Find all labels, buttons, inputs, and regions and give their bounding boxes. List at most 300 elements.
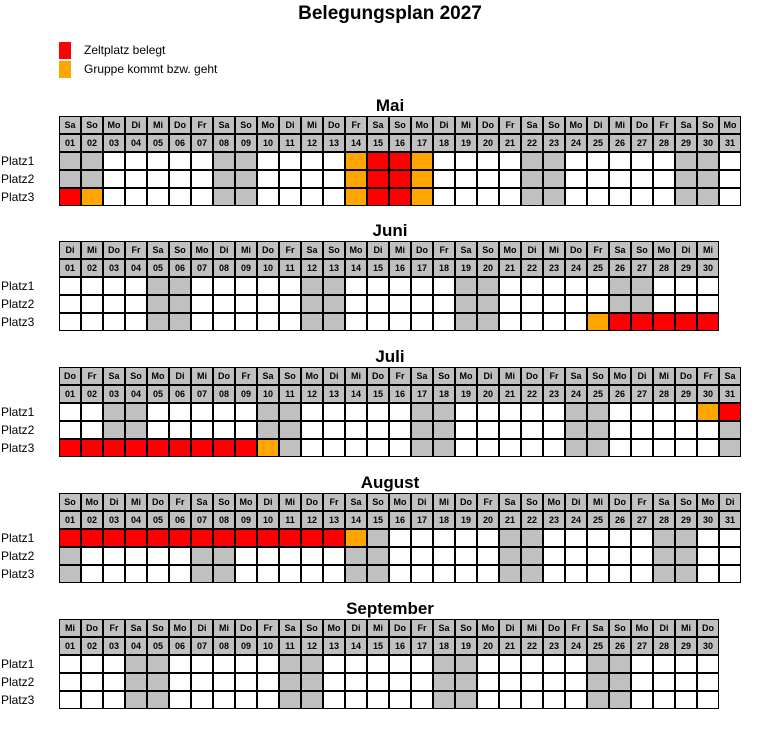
day-cell[interactable] — [609, 403, 631, 421]
day-cell[interactable] — [653, 439, 675, 457]
day-cell[interactable] — [81, 673, 103, 691]
day-cell[interactable] — [213, 655, 235, 673]
day-cell[interactable] — [345, 673, 367, 691]
day-cell[interactable] — [455, 547, 477, 565]
day-cell[interactable] — [147, 655, 169, 673]
occupied-cell[interactable] — [257, 529, 279, 547]
day-cell[interactable] — [609, 547, 631, 565]
day-cell[interactable] — [565, 403, 587, 421]
day-cell[interactable] — [565, 439, 587, 457]
day-cell[interactable] — [697, 565, 719, 583]
day-cell[interactable] — [345, 565, 367, 583]
day-cell[interactable] — [521, 691, 543, 709]
day-cell[interactable] — [323, 170, 345, 188]
day-cell[interactable] — [279, 421, 301, 439]
day-cell[interactable] — [499, 673, 521, 691]
day-cell[interactable] — [411, 691, 433, 709]
day-cell[interactable] — [169, 673, 191, 691]
day-cell[interactable] — [455, 188, 477, 206]
day-cell[interactable] — [543, 439, 565, 457]
day-cell[interactable] — [367, 673, 389, 691]
arrival-departure-cell[interactable] — [411, 188, 433, 206]
day-cell[interactable] — [389, 655, 411, 673]
occupied-cell[interactable] — [653, 313, 675, 331]
day-cell[interactable] — [235, 673, 257, 691]
day-cell[interactable] — [411, 565, 433, 583]
day-cell[interactable] — [59, 170, 81, 188]
day-cell[interactable] — [675, 421, 697, 439]
day-cell[interactable] — [631, 152, 653, 170]
day-cell[interactable] — [631, 170, 653, 188]
day-cell[interactable] — [103, 547, 125, 565]
day-cell[interactable] — [125, 295, 147, 313]
day-cell[interactable] — [191, 295, 213, 313]
day-cell[interactable] — [565, 295, 587, 313]
day-cell[interactable] — [455, 565, 477, 583]
day-cell[interactable] — [477, 403, 499, 421]
day-cell[interactable] — [389, 673, 411, 691]
day-cell[interactable] — [389, 295, 411, 313]
day-cell[interactable] — [345, 421, 367, 439]
day-cell[interactable] — [521, 152, 543, 170]
day-cell[interactable] — [543, 152, 565, 170]
day-cell[interactable] — [59, 403, 81, 421]
day-cell[interactable] — [345, 439, 367, 457]
day-cell[interactable] — [323, 403, 345, 421]
day-cell[interactable] — [433, 313, 455, 331]
day-cell[interactable] — [719, 547, 741, 565]
day-cell[interactable] — [367, 421, 389, 439]
day-cell[interactable] — [609, 691, 631, 709]
day-cell[interactable] — [169, 547, 191, 565]
day-cell[interactable] — [323, 421, 345, 439]
day-cell[interactable] — [301, 691, 323, 709]
day-cell[interactable] — [389, 277, 411, 295]
occupied-cell[interactable] — [367, 170, 389, 188]
day-cell[interactable] — [213, 673, 235, 691]
day-cell[interactable] — [543, 565, 565, 583]
day-cell[interactable] — [543, 403, 565, 421]
day-cell[interactable] — [675, 673, 697, 691]
day-cell[interactable] — [675, 691, 697, 709]
day-cell[interactable] — [653, 295, 675, 313]
day-cell[interactable] — [697, 691, 719, 709]
day-cell[interactable] — [521, 277, 543, 295]
day-cell[interactable] — [235, 421, 257, 439]
day-cell[interactable] — [587, 188, 609, 206]
day-cell[interactable] — [521, 188, 543, 206]
day-cell[interactable] — [301, 295, 323, 313]
day-cell[interactable] — [301, 277, 323, 295]
day-cell[interactable] — [59, 313, 81, 331]
day-cell[interactable] — [433, 655, 455, 673]
day-cell[interactable] — [631, 565, 653, 583]
day-cell[interactable] — [521, 439, 543, 457]
day-cell[interactable] — [367, 403, 389, 421]
day-cell[interactable] — [587, 439, 609, 457]
day-cell[interactable] — [191, 691, 213, 709]
day-cell[interactable] — [499, 277, 521, 295]
day-cell[interactable] — [499, 565, 521, 583]
day-cell[interactable] — [367, 691, 389, 709]
occupied-cell[interactable] — [169, 529, 191, 547]
day-cell[interactable] — [147, 421, 169, 439]
day-cell[interactable] — [653, 673, 675, 691]
day-cell[interactable] — [565, 421, 587, 439]
occupied-cell[interactable] — [147, 439, 169, 457]
day-cell[interactable] — [521, 421, 543, 439]
day-cell[interactable] — [301, 313, 323, 331]
day-cell[interactable] — [367, 439, 389, 457]
day-cell[interactable] — [191, 547, 213, 565]
day-cell[interactable] — [125, 313, 147, 331]
day-cell[interactable] — [697, 529, 719, 547]
day-cell[interactable] — [543, 655, 565, 673]
day-cell[interactable] — [257, 547, 279, 565]
day-cell[interactable] — [191, 152, 213, 170]
day-cell[interactable] — [499, 691, 521, 709]
day-cell[interactable] — [521, 313, 543, 331]
day-cell[interactable] — [675, 277, 697, 295]
day-cell[interactable] — [147, 313, 169, 331]
day-cell[interactable] — [367, 565, 389, 583]
occupied-cell[interactable] — [213, 439, 235, 457]
day-cell[interactable] — [499, 529, 521, 547]
day-cell[interactable] — [499, 421, 521, 439]
day-cell[interactable] — [147, 152, 169, 170]
day-cell[interactable] — [191, 403, 213, 421]
day-cell[interactable] — [675, 529, 697, 547]
day-cell[interactable] — [477, 313, 499, 331]
day-cell[interactable] — [433, 403, 455, 421]
day-cell[interactable] — [719, 152, 741, 170]
day-cell[interactable] — [411, 421, 433, 439]
day-cell[interactable] — [257, 188, 279, 206]
day-cell[interactable] — [147, 547, 169, 565]
day-cell[interactable] — [719, 439, 741, 457]
day-cell[interactable] — [521, 655, 543, 673]
day-cell[interactable] — [499, 403, 521, 421]
day-cell[interactable] — [543, 295, 565, 313]
day-cell[interactable] — [587, 547, 609, 565]
day-cell[interactable] — [125, 421, 147, 439]
day-cell[interactable] — [81, 547, 103, 565]
day-cell[interactable] — [367, 547, 389, 565]
day-cell[interactable] — [653, 403, 675, 421]
day-cell[interactable] — [697, 295, 719, 313]
day-cell[interactable] — [499, 439, 521, 457]
day-cell[interactable] — [433, 439, 455, 457]
day-cell[interactable] — [301, 152, 323, 170]
occupied-cell[interactable] — [103, 529, 125, 547]
day-cell[interactable] — [697, 421, 719, 439]
day-cell[interactable] — [653, 691, 675, 709]
day-cell[interactable] — [631, 403, 653, 421]
day-cell[interactable] — [279, 188, 301, 206]
day-cell[interactable] — [169, 655, 191, 673]
day-cell[interactable] — [697, 439, 719, 457]
day-cell[interactable] — [125, 673, 147, 691]
day-cell[interactable] — [103, 421, 125, 439]
day-cell[interactable] — [455, 421, 477, 439]
day-cell[interactable] — [147, 295, 169, 313]
day-cell[interactable] — [719, 421, 741, 439]
day-cell[interactable] — [609, 421, 631, 439]
occupied-cell[interactable] — [389, 152, 411, 170]
day-cell[interactable] — [521, 565, 543, 583]
day-cell[interactable] — [543, 277, 565, 295]
day-cell[interactable] — [653, 421, 675, 439]
day-cell[interactable] — [455, 170, 477, 188]
arrival-departure-cell[interactable] — [81, 188, 103, 206]
day-cell[interactable] — [411, 277, 433, 295]
day-cell[interactable] — [543, 673, 565, 691]
day-cell[interactable] — [455, 673, 477, 691]
day-cell[interactable] — [521, 673, 543, 691]
day-cell[interactable] — [455, 403, 477, 421]
arrival-departure-cell[interactable] — [411, 170, 433, 188]
day-cell[interactable] — [235, 547, 257, 565]
day-cell[interactable] — [345, 691, 367, 709]
day-cell[interactable] — [103, 655, 125, 673]
day-cell[interactable] — [169, 565, 191, 583]
day-cell[interactable] — [279, 547, 301, 565]
day-cell[interactable] — [169, 313, 191, 331]
day-cell[interactable] — [191, 188, 213, 206]
day-cell[interactable] — [169, 295, 191, 313]
day-cell[interactable] — [565, 691, 587, 709]
day-cell[interactable] — [279, 691, 301, 709]
day-cell[interactable] — [257, 313, 279, 331]
day-cell[interactable] — [653, 277, 675, 295]
day-cell[interactable] — [257, 295, 279, 313]
day-cell[interactable] — [587, 565, 609, 583]
day-cell[interactable] — [103, 691, 125, 709]
day-cell[interactable] — [103, 565, 125, 583]
day-cell[interactable] — [235, 403, 257, 421]
day-cell[interactable] — [279, 565, 301, 583]
day-cell[interactable] — [81, 313, 103, 331]
day-cell[interactable] — [477, 565, 499, 583]
day-cell[interactable] — [477, 188, 499, 206]
day-cell[interactable] — [433, 421, 455, 439]
day-cell[interactable] — [323, 565, 345, 583]
day-cell[interactable] — [433, 152, 455, 170]
day-cell[interactable] — [301, 439, 323, 457]
day-cell[interactable] — [587, 170, 609, 188]
day-cell[interactable] — [323, 313, 345, 331]
day-cell[interactable] — [213, 691, 235, 709]
arrival-departure-cell[interactable] — [257, 439, 279, 457]
day-cell[interactable] — [609, 565, 631, 583]
day-cell[interactable] — [521, 547, 543, 565]
day-cell[interactable] — [147, 673, 169, 691]
occupied-cell[interactable] — [323, 529, 345, 547]
day-cell[interactable] — [389, 691, 411, 709]
day-cell[interactable] — [103, 152, 125, 170]
day-cell[interactable] — [477, 170, 499, 188]
day-cell[interactable] — [345, 313, 367, 331]
day-cell[interactable] — [323, 547, 345, 565]
day-cell[interactable] — [169, 691, 191, 709]
day-cell[interactable] — [147, 565, 169, 583]
day-cell[interactable] — [257, 655, 279, 673]
day-cell[interactable] — [455, 655, 477, 673]
day-cell[interactable] — [499, 188, 521, 206]
occupied-cell[interactable] — [389, 170, 411, 188]
day-cell[interactable] — [565, 673, 587, 691]
day-cell[interactable] — [587, 403, 609, 421]
day-cell[interactable] — [81, 565, 103, 583]
day-cell[interactable] — [59, 547, 81, 565]
day-cell[interactable] — [675, 188, 697, 206]
arrival-departure-cell[interactable] — [411, 152, 433, 170]
day-cell[interactable] — [565, 529, 587, 547]
day-cell[interactable] — [213, 565, 235, 583]
day-cell[interactable] — [235, 277, 257, 295]
day-cell[interactable] — [455, 313, 477, 331]
day-cell[interactable] — [301, 673, 323, 691]
day-cell[interactable] — [367, 277, 389, 295]
day-cell[interactable] — [59, 673, 81, 691]
day-cell[interactable] — [213, 313, 235, 331]
day-cell[interactable] — [301, 170, 323, 188]
day-cell[interactable] — [81, 295, 103, 313]
day-cell[interactable] — [147, 403, 169, 421]
day-cell[interactable] — [631, 547, 653, 565]
occupied-cell[interactable] — [191, 439, 213, 457]
day-cell[interactable] — [147, 188, 169, 206]
arrival-departure-cell[interactable] — [345, 188, 367, 206]
day-cell[interactable] — [213, 188, 235, 206]
day-cell[interactable] — [719, 170, 741, 188]
occupied-cell[interactable] — [301, 529, 323, 547]
day-cell[interactable] — [345, 277, 367, 295]
day-cell[interactable] — [323, 439, 345, 457]
day-cell[interactable] — [565, 547, 587, 565]
occupied-cell[interactable] — [697, 313, 719, 331]
occupied-cell[interactable] — [81, 529, 103, 547]
day-cell[interactable] — [279, 655, 301, 673]
day-cell[interactable] — [389, 529, 411, 547]
day-cell[interactable] — [631, 691, 653, 709]
day-cell[interactable] — [389, 313, 411, 331]
day-cell[interactable] — [257, 152, 279, 170]
arrival-departure-cell[interactable] — [345, 529, 367, 547]
day-cell[interactable] — [323, 277, 345, 295]
day-cell[interactable] — [609, 277, 631, 295]
day-cell[interactable] — [279, 403, 301, 421]
day-cell[interactable] — [411, 673, 433, 691]
day-cell[interactable] — [235, 565, 257, 583]
day-cell[interactable] — [499, 313, 521, 331]
day-cell[interactable] — [675, 152, 697, 170]
day-cell[interactable] — [565, 170, 587, 188]
day-cell[interactable] — [565, 655, 587, 673]
day-cell[interactable] — [345, 547, 367, 565]
day-cell[interactable] — [565, 277, 587, 295]
day-cell[interactable] — [125, 565, 147, 583]
day-cell[interactable] — [279, 439, 301, 457]
day-cell[interactable] — [433, 277, 455, 295]
day-cell[interactable] — [81, 277, 103, 295]
day-cell[interactable] — [213, 403, 235, 421]
day-cell[interactable] — [411, 439, 433, 457]
day-cell[interactable] — [257, 277, 279, 295]
day-cell[interactable] — [103, 188, 125, 206]
day-cell[interactable] — [609, 529, 631, 547]
day-cell[interactable] — [411, 529, 433, 547]
day-cell[interactable] — [697, 277, 719, 295]
day-cell[interactable] — [301, 403, 323, 421]
day-cell[interactable] — [59, 421, 81, 439]
occupied-cell[interactable] — [125, 529, 147, 547]
day-cell[interactable] — [521, 403, 543, 421]
day-cell[interactable] — [631, 277, 653, 295]
day-cell[interactable] — [125, 277, 147, 295]
day-cell[interactable] — [433, 295, 455, 313]
day-cell[interactable] — [59, 691, 81, 709]
day-cell[interactable] — [565, 188, 587, 206]
day-cell[interactable] — [455, 529, 477, 547]
day-cell[interactable] — [433, 188, 455, 206]
day-cell[interactable] — [433, 547, 455, 565]
day-cell[interactable] — [499, 295, 521, 313]
day-cell[interactable] — [235, 295, 257, 313]
day-cell[interactable] — [125, 691, 147, 709]
day-cell[interactable] — [81, 403, 103, 421]
day-cell[interactable] — [81, 170, 103, 188]
day-cell[interactable] — [257, 691, 279, 709]
occupied-cell[interactable] — [147, 529, 169, 547]
arrival-departure-cell[interactable] — [697, 403, 719, 421]
day-cell[interactable] — [697, 188, 719, 206]
day-cell[interactable] — [301, 547, 323, 565]
day-cell[interactable] — [213, 547, 235, 565]
day-cell[interactable] — [653, 170, 675, 188]
day-cell[interactable] — [675, 295, 697, 313]
day-cell[interactable] — [191, 565, 213, 583]
day-cell[interactable] — [631, 439, 653, 457]
day-cell[interactable] — [125, 547, 147, 565]
day-cell[interactable] — [719, 565, 741, 583]
day-cell[interactable] — [609, 295, 631, 313]
occupied-cell[interactable] — [367, 188, 389, 206]
day-cell[interactable] — [147, 277, 169, 295]
day-cell[interactable] — [59, 295, 81, 313]
day-cell[interactable] — [169, 277, 191, 295]
day-cell[interactable] — [345, 403, 367, 421]
day-cell[interactable] — [499, 152, 521, 170]
occupied-cell[interactable] — [59, 439, 81, 457]
day-cell[interactable] — [411, 547, 433, 565]
day-cell[interactable] — [191, 421, 213, 439]
day-cell[interactable] — [477, 439, 499, 457]
day-cell[interactable] — [103, 295, 125, 313]
occupied-cell[interactable] — [125, 439, 147, 457]
day-cell[interactable] — [125, 170, 147, 188]
day-cell[interactable] — [499, 655, 521, 673]
occupied-cell[interactable] — [81, 439, 103, 457]
day-cell[interactable] — [697, 547, 719, 565]
day-cell[interactable] — [301, 655, 323, 673]
occupied-cell[interactable] — [235, 529, 257, 547]
arrival-departure-cell[interactable] — [345, 152, 367, 170]
day-cell[interactable] — [675, 439, 697, 457]
occupied-cell[interactable] — [59, 529, 81, 547]
day-cell[interactable] — [719, 529, 741, 547]
occupied-cell[interactable] — [169, 439, 191, 457]
